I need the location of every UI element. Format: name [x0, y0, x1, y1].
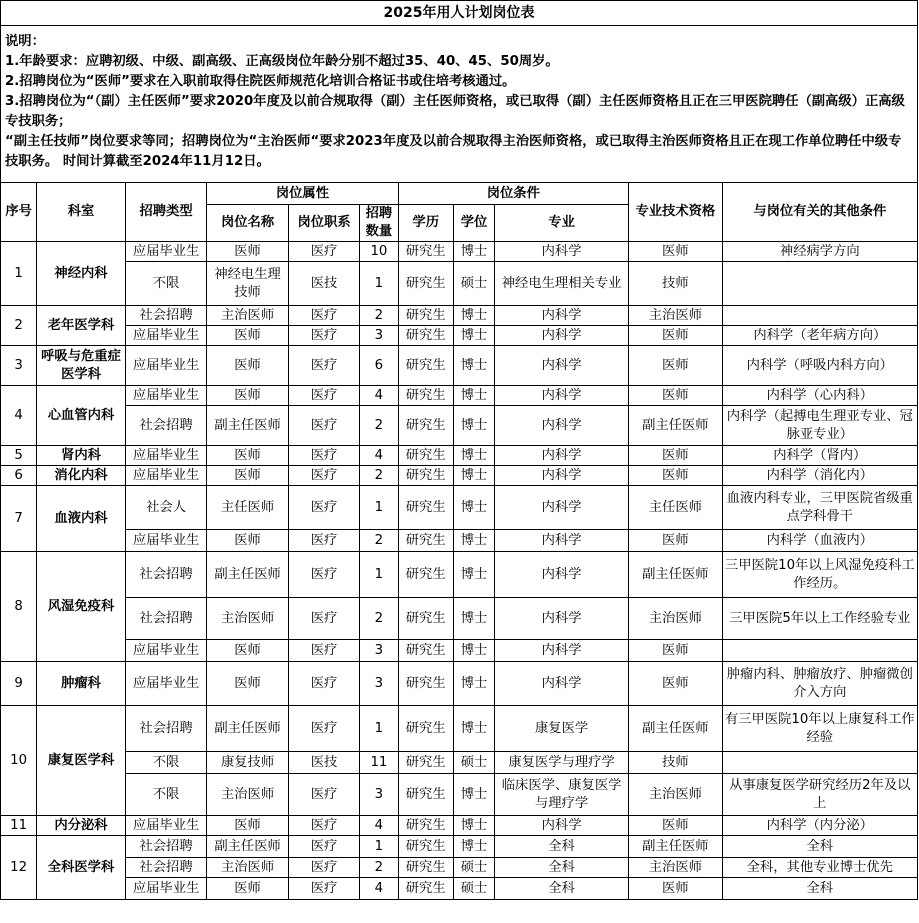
cell-degree: 博士: [453, 598, 494, 640]
cell-post-name: 主治医师: [207, 598, 289, 640]
cell-degree: 博士: [453, 406, 494, 446]
cell-dept: 肾内科: [37, 446, 126, 466]
table-header: [1, 183, 918, 242]
cell-type: 社会招聘: [125, 306, 207, 326]
cell-post-name: 医师: [207, 530, 289, 552]
cell-seq: 2: [1, 306, 37, 346]
cell-seq: 12: [1, 836, 37, 900]
cell-dept: 全科医学科: [37, 836, 126, 900]
cell-count: 4: [360, 386, 398, 406]
cell-type: 应届毕业生: [125, 242, 207, 262]
cell-edu: 研究生: [398, 406, 453, 446]
cell-degree: 博士: [453, 326, 494, 346]
cell-qual: 副主任医师: [629, 706, 723, 752]
page-title: 2025年用人计划岗位表: [0, 0, 918, 25]
cell-degree: 博士: [453, 706, 494, 752]
cell-qual: 医师: [629, 346, 723, 386]
cell-type: 应届毕业生: [125, 466, 207, 486]
cell-count: 1: [360, 486, 398, 530]
cell-qual: 医师: [629, 530, 723, 552]
header-major: 专业: [495, 205, 629, 242]
cell-degree: 博士: [453, 306, 494, 326]
cell-major: 内科学: [495, 598, 629, 640]
cell-count: 4: [360, 816, 398, 836]
table-row: [1, 242, 918, 262]
table-row: [1, 598, 918, 640]
cell-qual: 医师: [629, 242, 723, 262]
cell-edu: 研究生: [398, 262, 453, 306]
cell-edu: 研究生: [398, 836, 453, 858]
cell-seq: 8: [1, 552, 37, 662]
cell-count: 3: [360, 326, 398, 346]
cell-other: 三甲医院10年以上风湿免疫科工作经历。: [722, 552, 917, 598]
cell-other: 神经病学方向: [722, 242, 917, 262]
cell-major: 全科: [495, 858, 629, 878]
cell-edu: 研究生: [398, 662, 453, 706]
cell-post-name: 副主任医师: [207, 552, 289, 598]
cell-edu: 研究生: [398, 386, 453, 406]
cell-major: 内科学: [495, 530, 629, 552]
cell-major: 临床医学、康复医学与理疗学: [495, 774, 629, 816]
cell-qual: 医师: [629, 466, 723, 486]
cell-other: 全科: [722, 878, 917, 900]
cell-type: 应届毕业生: [125, 386, 207, 406]
cell-post-name: 主治医师: [207, 858, 289, 878]
cell-post-name: 神经电生理技师: [207, 262, 289, 306]
cell-type: 社会招聘: [125, 598, 207, 640]
table-row: [1, 530, 918, 552]
cell-post-cat: 医疗: [288, 326, 359, 346]
cell-major: 内科学: [495, 816, 629, 836]
cell-post-cat: 医疗: [288, 306, 359, 326]
cell-qual: 医师: [629, 816, 723, 836]
cell-qual: 主治医师: [629, 598, 723, 640]
cell-other: [722, 640, 917, 662]
cell-dept: 血液内科: [37, 486, 126, 552]
cell-type: 应届毕业生: [125, 662, 207, 706]
cell-major: 全科: [495, 878, 629, 900]
cell-degree: 博士: [453, 466, 494, 486]
table-body: [1, 242, 918, 900]
cell-dept: 肿瘤科: [37, 662, 126, 706]
cell-dept: 消化内科: [37, 466, 126, 486]
table-row: [1, 752, 918, 774]
cell-count: 10: [360, 242, 398, 262]
cell-count: 2: [360, 530, 398, 552]
cell-post-name: 医师: [207, 878, 289, 900]
cell-post-cat: 医疗: [288, 486, 359, 530]
cell-post-cat: 医疗: [288, 386, 359, 406]
cell-post-cat: 医疗: [288, 836, 359, 858]
cell-degree: 博士: [453, 774, 494, 816]
cell-qual: 医师: [629, 326, 723, 346]
cell-major: 内科学: [495, 662, 629, 706]
cell-type: 应届毕业生: [125, 346, 207, 386]
cell-post-name: 医师: [207, 662, 289, 706]
cell-count: 3: [360, 662, 398, 706]
cell-type: 社会招聘: [125, 858, 207, 878]
cell-post-name: 医师: [207, 242, 289, 262]
cell-seq: 4: [1, 386, 37, 446]
cell-edu: 研究生: [398, 858, 453, 878]
cell-post-cat: 医疗: [288, 446, 359, 466]
header-qual: 专业技术资格: [629, 183, 723, 242]
cell-other: 全科，其他专业博士优先: [722, 858, 917, 878]
cell-post-cat: 医疗: [288, 858, 359, 878]
cell-type: 应届毕业生: [125, 326, 207, 346]
cell-degree: 博士: [453, 346, 494, 386]
cell-post-name: 医师: [207, 346, 289, 386]
cell-other: 从事康复医学研究经历2年及以上: [722, 774, 917, 816]
cell-post-cat: 医技: [288, 262, 359, 306]
cell-type: 应届毕业生: [125, 816, 207, 836]
cell-edu: 研究生: [398, 466, 453, 486]
cell-post-name: 医师: [207, 446, 289, 466]
cell-major: 全科: [495, 836, 629, 858]
cell-seq: 9: [1, 662, 37, 706]
cell-post-cat: 医疗: [288, 530, 359, 552]
cell-qual: 副主任医师: [629, 836, 723, 858]
header-type: 招聘类型: [125, 183, 207, 242]
cell-degree: 博士: [453, 530, 494, 552]
cell-major: 康复医学与理疗学: [495, 752, 629, 774]
cell-type: 社会招聘: [125, 706, 207, 752]
table-row: [1, 406, 918, 446]
cell-major: 内科学: [495, 326, 629, 346]
cell-post-cat: 医疗: [288, 242, 359, 262]
cell-qual: 技师: [629, 752, 723, 774]
cell-post-name: 医师: [207, 326, 289, 346]
cell-edu: 研究生: [398, 486, 453, 530]
table-row: [1, 774, 918, 816]
cell-other: 内科学（内分泌）: [722, 816, 917, 836]
cell-post-cat: 医疗: [288, 466, 359, 486]
cell-edu: 研究生: [398, 774, 453, 816]
cell-degree: 博士: [453, 662, 494, 706]
cell-other: 内科学（起搏电生理亚专业、冠脉亚专业）: [722, 406, 917, 446]
cell-degree: 博士: [453, 386, 494, 406]
header-post-cat: 岗位职系: [288, 205, 359, 242]
cell-degree: 硕士: [453, 752, 494, 774]
cell-other: 三甲医院5年以上工作经验专业: [722, 598, 917, 640]
cell-count: 2: [360, 466, 398, 486]
header-dept: 科室: [37, 183, 126, 242]
table-row: [1, 446, 918, 466]
cell-qual: 医师: [629, 446, 723, 466]
cell-type: 社会招聘: [125, 552, 207, 598]
cell-count: 4: [360, 446, 398, 466]
cell-count: 6: [360, 346, 398, 386]
cell-seq: 11: [1, 816, 37, 836]
cell-degree: 硕士: [453, 262, 494, 306]
cell-post-name: 主治医师: [207, 774, 289, 816]
cell-edu: 研究生: [398, 306, 453, 326]
cell-qual: 主治医师: [629, 858, 723, 878]
table-row: [1, 386, 918, 406]
cell-count: 2: [360, 598, 398, 640]
cell-major: 内科学: [495, 306, 629, 326]
cell-seq: 6: [1, 466, 37, 486]
cell-dept: 心血管内科: [37, 386, 126, 446]
notes-block: [0, 25, 918, 182]
cell-count: 1: [360, 552, 398, 598]
cell-qual: 技师: [629, 262, 723, 306]
cell-type: 不限: [125, 774, 207, 816]
cell-post-cat: 医疗: [288, 598, 359, 640]
cell-edu: 研究生: [398, 326, 453, 346]
cell-count: 1: [360, 262, 398, 306]
cell-dept: 风湿免疫科: [37, 552, 126, 662]
cell-other: 内科学（消化内）: [722, 466, 917, 486]
cell-seq: 10: [1, 706, 37, 816]
cell-post-name: 副主任医师: [207, 836, 289, 858]
header-degree: 学位: [453, 205, 494, 242]
note-line: 1.年龄要求：应聘初级、中级、副高级、正高级岗位年龄分别不超过35、40、45、50周岁。: [5, 54, 559, 69]
cell-major: 内科学: [495, 552, 629, 598]
cell-count: 2: [360, 306, 398, 326]
cell-degree: 博士: [453, 486, 494, 530]
cell-edu: 研究生: [398, 446, 453, 466]
cell-post-cat: 医疗: [288, 878, 359, 900]
cell-qual: 主任医师: [629, 486, 723, 530]
cell-edu: 研究生: [398, 242, 453, 262]
cell-count: 3: [360, 640, 398, 662]
table-row: [1, 552, 918, 598]
cell-post-name: 主治医师: [207, 306, 289, 326]
cell-dept: 呼吸与危重症医学科: [37, 346, 126, 386]
cell-major: 康复医学: [495, 706, 629, 752]
cell-seq: 5: [1, 446, 37, 466]
cell-qual: 医师: [629, 386, 723, 406]
table-row: [1, 662, 918, 706]
note-line: “副主任技师”岗位要求等同；招聘岗位为“主治医师“要求2023年度及以前合规取得主治医师资格，或已取得主治医师资格且正在现工作单位聘任中级专技职务。 时间计算截至2024年11月12日。: [5, 134, 902, 169]
cell-degree: 博士: [453, 640, 494, 662]
cell-count: 2: [360, 858, 398, 878]
cell-degree: 博士: [453, 242, 494, 262]
table-row: [1, 346, 918, 386]
cell-seq: 7: [1, 486, 37, 552]
cell-count: 11: [360, 752, 398, 774]
cell-qual: 医师: [629, 662, 723, 706]
cell-post-name: 康复技师: [207, 752, 289, 774]
cell-post-name: 医师: [207, 816, 289, 836]
table-row: [1, 706, 918, 752]
cell-count: 2: [360, 406, 398, 446]
cell-type: 应届毕业生: [125, 640, 207, 662]
table-row: [1, 466, 918, 486]
cell-other: [722, 262, 917, 306]
cell-edu: 研究生: [398, 598, 453, 640]
cell-qual: 医师: [629, 640, 723, 662]
cell-edu: 研究生: [398, 878, 453, 900]
table-row: [1, 262, 918, 306]
cell-type: 不限: [125, 752, 207, 774]
cell-post-name: 副主任医师: [207, 406, 289, 446]
table-row: [1, 486, 918, 530]
cell-edu: 研究生: [398, 346, 453, 386]
cell-post-name: 副主任医师: [207, 706, 289, 752]
cell-type: 社会招聘: [125, 406, 207, 446]
cell-post-cat: 医疗: [288, 552, 359, 598]
cell-type: 应届毕业生: [125, 446, 207, 466]
cell-edu: 研究生: [398, 816, 453, 836]
cell-major: 内科学: [495, 406, 629, 446]
cell-qual: 主治医师: [629, 774, 723, 816]
cell-post-cat: 医疗: [288, 774, 359, 816]
cell-type: 社会招聘: [125, 836, 207, 858]
cell-post-cat: 医疗: [288, 406, 359, 446]
cell-post-cat: 医疗: [288, 816, 359, 836]
cell-type: 不限: [125, 262, 207, 306]
table-row: [1, 816, 918, 836]
cell-post-cat: 医疗: [288, 662, 359, 706]
cell-post-name: 医师: [207, 466, 289, 486]
cell-other: 内科学（心内科）: [722, 386, 917, 406]
cell-post-name: 医师: [207, 640, 289, 662]
cell-major: 内科学: [495, 446, 629, 466]
cell-other: 内科学（老年病方向）: [722, 326, 917, 346]
cell-degree: 博士: [453, 836, 494, 858]
cell-other: 肿瘤内科、肿瘤放疗、肿瘤微创介入方向: [722, 662, 917, 706]
cell-edu: 研究生: [398, 640, 453, 662]
cell-count: 4: [360, 878, 398, 900]
note-line: 3.招聘岗位为“（副）主任医师”要求2020年度及以前合规取得（副）主任医师资格，或已取得（副）主任医师资格且正在三甲医院聘任（副高级）正高级专技职务；: [5, 94, 905, 129]
cell-other: 血液内科专业，三甲医院省级重点学科骨干: [722, 486, 917, 530]
cell-major: 内科学: [495, 486, 629, 530]
table-row: [1, 326, 918, 346]
cell-other: 内科学（血液内）: [722, 530, 917, 552]
header-other: 与岗位有关的其他条件: [722, 183, 917, 242]
cell-dept: 老年医学科: [37, 306, 126, 346]
cell-type: 社会人: [125, 486, 207, 530]
cell-post-name: 主任医师: [207, 486, 289, 530]
header-edu: 学历: [398, 205, 453, 242]
header-post-name: 岗位名称: [207, 205, 289, 242]
note-line: 2.招聘岗位为“医师”要求在入职前取得住院医师规范化培训合格证书或住培考核通过。: [5, 74, 516, 89]
cell-qual: 医师: [629, 878, 723, 900]
cell-major: 神经电生理相关专业: [495, 262, 629, 306]
cell-seq: 3: [1, 346, 37, 386]
cell-major: 内科学: [495, 640, 629, 662]
cell-major: 内科学: [495, 466, 629, 486]
cell-qual: 副主任医师: [629, 552, 723, 598]
cell-degree: 硕士: [453, 878, 494, 900]
cell-post-cat: 医疗: [288, 346, 359, 386]
cell-degree: 硕士: [453, 858, 494, 878]
cell-other: 内科学（呼吸内科方向）: [722, 346, 917, 386]
cell-degree: 博士: [453, 816, 494, 836]
cell-type: 应届毕业生: [125, 878, 207, 900]
cell-edu: 研究生: [398, 552, 453, 598]
cell-edu: 研究生: [398, 530, 453, 552]
table-row: [1, 858, 918, 878]
note-line: 说明：: [5, 34, 45, 49]
cell-count: 1: [360, 706, 398, 752]
table-row: [1, 878, 918, 900]
cell-other: 内科学（肾内）: [722, 446, 917, 466]
cell-post-cat: 医技: [288, 752, 359, 774]
header-seq: 序号: [1, 183, 37, 242]
cell-degree: 博士: [453, 552, 494, 598]
cell-dept: 内分泌科: [37, 816, 126, 836]
cell-major: 内科学: [495, 346, 629, 386]
cell-dept: 康复医学科: [37, 706, 126, 816]
cell-major: 内科学: [495, 386, 629, 406]
cell-count: 1: [360, 836, 398, 858]
cell-other: 全科: [722, 836, 917, 858]
cell-post-cat: 医疗: [288, 640, 359, 662]
cell-degree: 博士: [453, 446, 494, 466]
table-row: [1, 640, 918, 662]
cell-other: [722, 306, 917, 326]
cell-post-cat: 医疗: [288, 706, 359, 752]
cell-qual: 主治医师: [629, 306, 723, 326]
table-row: [1, 836, 918, 858]
cell-qual: 副主任医师: [629, 406, 723, 446]
cell-count: 3: [360, 774, 398, 816]
positions-table: [0, 182, 918, 900]
table-row: [1, 306, 918, 326]
cell-edu: 研究生: [398, 706, 453, 752]
header-cond-group: 岗位条件: [398, 183, 629, 205]
cell-major: 内科学: [495, 242, 629, 262]
cell-other: [722, 752, 917, 774]
cell-seq: 1: [1, 242, 37, 306]
cell-edu: 研究生: [398, 752, 453, 774]
cell-type: 应届毕业生: [125, 530, 207, 552]
cell-other: 有三甲医院10年以上康复科工作经验: [722, 706, 917, 752]
header-attr-group: 岗位属性: [207, 183, 398, 205]
cell-post-name: 医师: [207, 386, 289, 406]
header-count: 招聘数量: [360, 205, 398, 242]
cell-dept: 神经内科: [37, 242, 126, 306]
